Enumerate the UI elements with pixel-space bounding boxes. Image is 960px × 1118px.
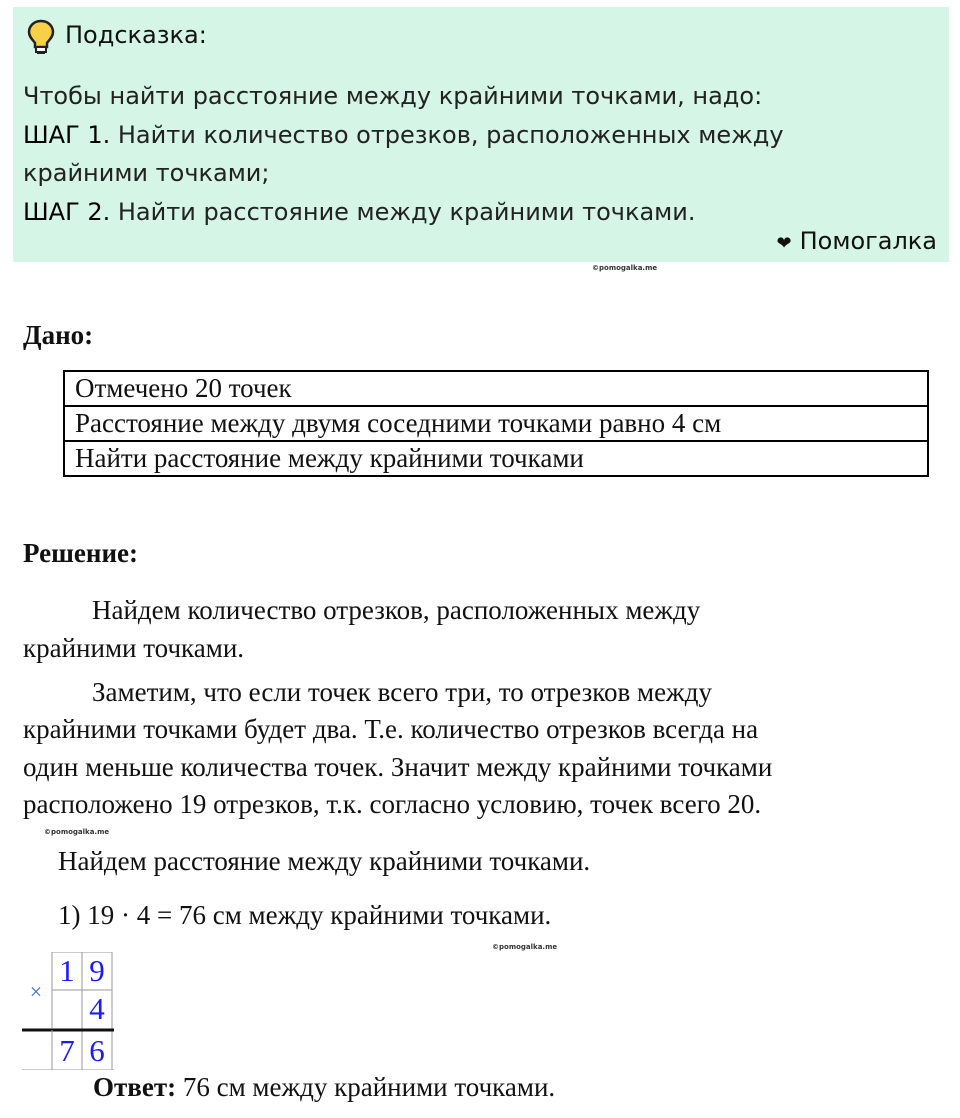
given-row-3: Найти расстояние между крайними точками [64, 441, 928, 476]
multiply-sign: × [29, 979, 43, 1004]
brand-name: Помогалка [799, 227, 937, 255]
table-row [64, 441, 928, 476]
calc-digit: 9 [89, 953, 105, 988]
solution-paragraph-1b: крайними точками. [23, 633, 245, 663]
solution-paragraph-3: Найдем расстояние между крайними точками. [58, 846, 591, 876]
watermark: ©pomogalka.me [492, 943, 558, 951]
hint-step-1 [23, 116, 784, 155]
answer-text: 76 см между крайними точками. [176, 1072, 556, 1102]
answer-label: Ответ: [93, 1072, 177, 1102]
calc-digit: 6 [89, 1033, 105, 1068]
calc-digit: 1 [59, 953, 75, 988]
given-table [63, 370, 929, 477]
hint-text [23, 77, 784, 231]
solution-paragraph-2a: Заметим, что если точек всего три, то отрезков между [92, 677, 712, 707]
calc-digit: 7 [59, 1033, 75, 1068]
solution-paragraph-1a: Найдем количество отрезков, расположенных между [92, 595, 701, 625]
step-2-label: ШАГ 2. [23, 197, 111, 226]
column-multiplication [22, 952, 114, 1070]
hint-title: Подсказка: [65, 21, 207, 49]
watermark: ©pomogalka.me [592, 264, 658, 272]
solution-step-1: 1) 19 · 4 = 76 см между крайними точками. [58, 900, 552, 930]
hint-intro: Чтобы найти расстояние между крайними точками, надо: [23, 82, 763, 110]
step-1-label: ШАГ 1. [23, 120, 111, 149]
solution-paragraph-2b: крайними точками будет два. Т.е. количество отрезков всегда на [23, 714, 759, 744]
hint-step-2 [23, 193, 784, 232]
hint-box [13, 7, 949, 262]
solution-paragraph-2d: расположено 19 отрезков, т.к. согласно условию, точек всего 20. [23, 789, 762, 819]
table-row [64, 371, 928, 406]
solution-paragraph-2c: один меньше количества точек. Значит между крайними точками [23, 752, 773, 782]
watermark: ©pomogalka.me [44, 828, 110, 836]
solution-heading: Решение: [23, 538, 138, 568]
heart-icon: ❤ [776, 233, 792, 254]
hint-step-1-cont: крайними точками; [23, 159, 270, 187]
answer [93, 1072, 555, 1103]
step-1-text: Найти количество отрезков, расположенных между [110, 120, 784, 149]
given-row-1: Отмечено 20 точек [64, 371, 928, 406]
given-heading: Дано: [23, 320, 94, 350]
table-row [64, 406, 928, 441]
given-row-2: Расстояние между двумя соседними точками равно 4 см [64, 406, 928, 441]
calc-digit: 4 [89, 991, 105, 1026]
lightbulb-icon [27, 19, 55, 55]
step-2-text: Найти расстояние между крайними точками. [110, 197, 696, 226]
brand-label [777, 227, 937, 255]
